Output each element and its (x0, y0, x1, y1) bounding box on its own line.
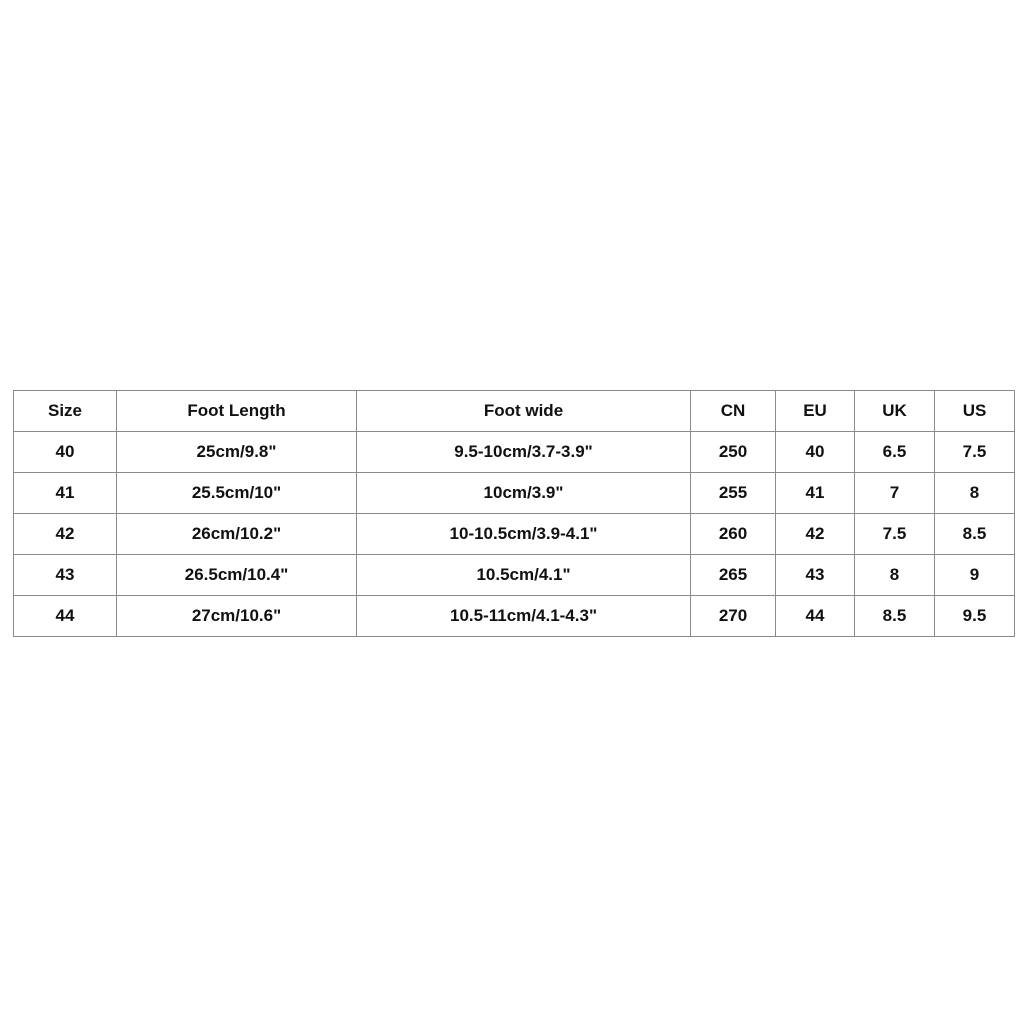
cell-foot-length: 26.5cm/10.4" (117, 555, 357, 596)
cell-eu: 42 (776, 514, 855, 555)
table-row (14, 514, 1015, 555)
cell-foot-wide: 10-10.5cm/3.9-4.1" (357, 514, 691, 555)
cell-uk: 7 (855, 473, 935, 514)
header-foot-wide: Foot wide (357, 391, 691, 432)
header-uk: UK (855, 391, 935, 432)
table-row (14, 473, 1015, 514)
cell-uk: 8 (855, 555, 935, 596)
cell-cn: 265 (691, 555, 776, 596)
header-row (14, 391, 1015, 432)
cell-uk: 7.5 (855, 514, 935, 555)
table-row (14, 596, 1015, 637)
cell-cn: 255 (691, 473, 776, 514)
cell-foot-length: 27cm/10.6" (117, 596, 357, 637)
cell-foot-length: 25.5cm/10" (117, 473, 357, 514)
cell-us: 7.5 (935, 432, 1015, 473)
cell-size: 40 (14, 432, 117, 473)
cell-size: 43 (14, 555, 117, 596)
cell-us: 8 (935, 473, 1015, 514)
cell-cn: 250 (691, 432, 776, 473)
cell-size: 44 (14, 596, 117, 637)
cell-us: 9.5 (935, 596, 1015, 637)
cell-us: 9 (935, 555, 1015, 596)
cell-size: 41 (14, 473, 117, 514)
cell-size: 42 (14, 514, 117, 555)
cell-eu: 44 (776, 596, 855, 637)
header-foot-length: Foot Length (117, 391, 357, 432)
cell-cn: 270 (691, 596, 776, 637)
cell-us: 8.5 (935, 514, 1015, 555)
header-size: Size (14, 391, 117, 432)
cell-foot-wide: 10cm/3.9" (357, 473, 691, 514)
cell-cn: 260 (691, 514, 776, 555)
table-row (14, 555, 1015, 596)
size-chart-table (13, 390, 1015, 637)
cell-eu: 43 (776, 555, 855, 596)
cell-eu: 41 (776, 473, 855, 514)
cell-foot-wide: 10.5cm/4.1" (357, 555, 691, 596)
cell-uk: 6.5 (855, 432, 935, 473)
header-us: US (935, 391, 1015, 432)
table-row (14, 432, 1015, 473)
header-cn: CN (691, 391, 776, 432)
cell-eu: 40 (776, 432, 855, 473)
cell-foot-length: 25cm/9.8" (117, 432, 357, 473)
cell-foot-length: 26cm/10.2" (117, 514, 357, 555)
cell-uk: 8.5 (855, 596, 935, 637)
header-eu: EU (776, 391, 855, 432)
cell-foot-wide: 10.5-11cm/4.1-4.3" (357, 596, 691, 637)
cell-foot-wide: 9.5-10cm/3.7-3.9" (357, 432, 691, 473)
